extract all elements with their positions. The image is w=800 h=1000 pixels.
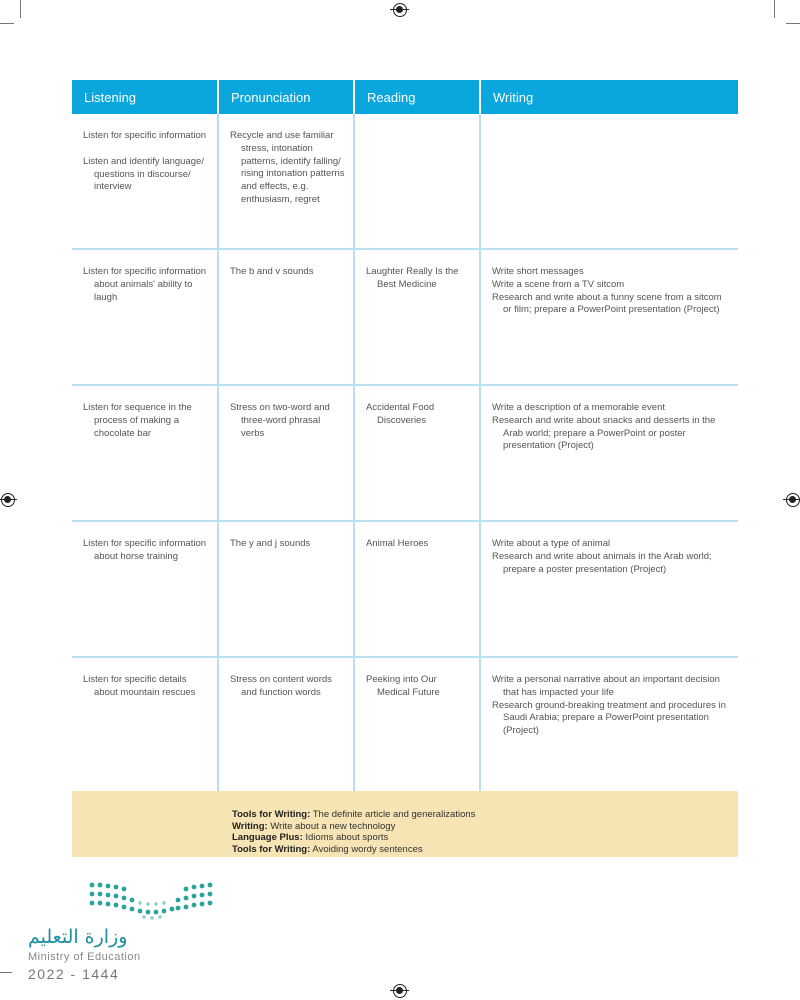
cell-listening <box>72 114 218 249</box>
cell-line: Write a personal narrative about an important decision that has impacted your life <box>492 674 720 698</box>
registration-mark-icon <box>393 984 407 998</box>
cell-line: Laughter Really Is the Best Medicine <box>366 266 459 290</box>
cell-reading <box>354 385 480 521</box>
crop-mark <box>786 23 800 24</box>
cell-listening <box>72 657 218 792</box>
header-reading: Reading <box>354 80 480 114</box>
crop-mark <box>0 23 14 24</box>
cell-line: The b and v sounds <box>230 266 314 277</box>
cell-writing <box>480 249 738 385</box>
cell-pronunciation <box>218 249 354 385</box>
cell-line: Research and write about a funny scene from a sitcom or film; prepare a PowerPoint presentation (Project) <box>492 291 722 316</box>
tools-item-label: Tools for Writing: <box>232 809 311 820</box>
cell-pronunciation <box>218 385 354 521</box>
cell-line: Peeking into Our Medical Future <box>366 674 440 698</box>
cell-line: Research and write about snacks and desserts in the Arab world; prepare a PowerPoint or poster presentation (Project) <box>492 414 716 452</box>
cell-line: Listen for specific information <box>83 130 207 141</box>
table-row <box>72 114 738 249</box>
tools-item <box>232 844 475 856</box>
edition-year: 2022 - 1444 <box>28 966 120 982</box>
registration-mark-icon <box>393 3 407 17</box>
cell-line: Research and write about animals in the Arab world; prepare a poster presentation (Project) <box>492 550 712 575</box>
tools-panel <box>72 791 738 857</box>
syllabus-table <box>72 80 738 792</box>
cell-listening <box>72 521 218 657</box>
cell-pronunciation <box>218 114 354 249</box>
cell-line: Listen for specific information about animals' ability to laugh <box>83 266 207 303</box>
tools-item-text: Write about a new technology <box>270 820 396 832</box>
tools-item <box>232 832 475 844</box>
tools-item-label: Writing: <box>232 820 268 832</box>
cell-line: Listen for sequence in the process of making a chocolate bar <box>83 402 192 439</box>
cell-line: Animal Heroes <box>366 538 429 549</box>
cell-pronunciation <box>218 657 354 792</box>
cell-line: The y and j sounds <box>230 538 311 549</box>
cell-line: Accidental Food Discoveries <box>366 402 435 426</box>
cell-writing <box>480 657 738 792</box>
cell-line: Write a scene from a TV sitcom <box>492 278 625 290</box>
ministry-name: Ministry of Education <box>28 951 141 963</box>
cell-listening <box>72 385 218 521</box>
header-writing: Writing <box>480 80 738 114</box>
cell-reading <box>354 249 480 385</box>
tools-item-label: Tools for Writing: <box>232 843 311 855</box>
table-header-row <box>72 80 738 114</box>
tools-list <box>232 809 475 855</box>
registration-mark-icon <box>1 493 15 507</box>
registration-mark-icon <box>786 493 800 507</box>
tools-item <box>232 809 475 821</box>
cell-listening <box>72 249 218 385</box>
cell-line: Stress on two-word and three-word phrasal verbs <box>230 402 330 439</box>
tools-item-text: Avoiding wordy sentences <box>312 843 423 855</box>
tools-item-text: The definite article and generalizations <box>312 809 476 820</box>
cell-line: Research ground-breaking treatment and procedures in Saudi Arabia; prepare a PowerPoint presentation (Project) <box>492 699 726 737</box>
cell-reading <box>354 114 480 249</box>
ministry-logo-icon <box>86 881 216 921</box>
header-pronunciation: Pronunciation <box>218 80 354 114</box>
cell-line: Write short messages <box>492 266 584 277</box>
table-row <box>72 385 738 521</box>
cell-pronunciation <box>218 521 354 657</box>
ministry-arabic-name: وزارة التعليم <box>28 926 128 948</box>
cell-line: Write about a type of animal <box>492 538 611 549</box>
cell-line: Stress on content words and function words <box>230 674 332 698</box>
cell-reading <box>354 657 480 792</box>
header-listening: Listening <box>72 80 218 114</box>
tools-item-label: Language Plus: <box>232 832 303 843</box>
cell-reading <box>354 521 480 657</box>
tools-item-text: Idioms about sports <box>305 832 389 843</box>
table-row <box>72 249 738 385</box>
cell-line: Listen and identify language/ questions in discourse/ interview <box>83 155 204 193</box>
cell-line: Listen for specific information about horse training <box>83 538 207 562</box>
cell-writing <box>480 114 738 249</box>
cell-writing <box>480 521 738 657</box>
cell-writing <box>480 385 738 521</box>
crop-mark <box>0 972 12 973</box>
tools-item <box>232 821 475 833</box>
crop-mark <box>20 0 21 18</box>
cell-line: Write a description of a memorable event <box>492 402 666 413</box>
cell-line: Listen for specific details about mountain rescues <box>83 674 196 698</box>
crop-mark <box>774 0 775 18</box>
table-row <box>72 521 738 657</box>
table-row <box>72 657 738 792</box>
cell-line: Recycle and use familiar stress, intonation patterns, identify falling/ rising intonation patterns and effects, e.g. enthusiasm, regret <box>230 130 345 205</box>
